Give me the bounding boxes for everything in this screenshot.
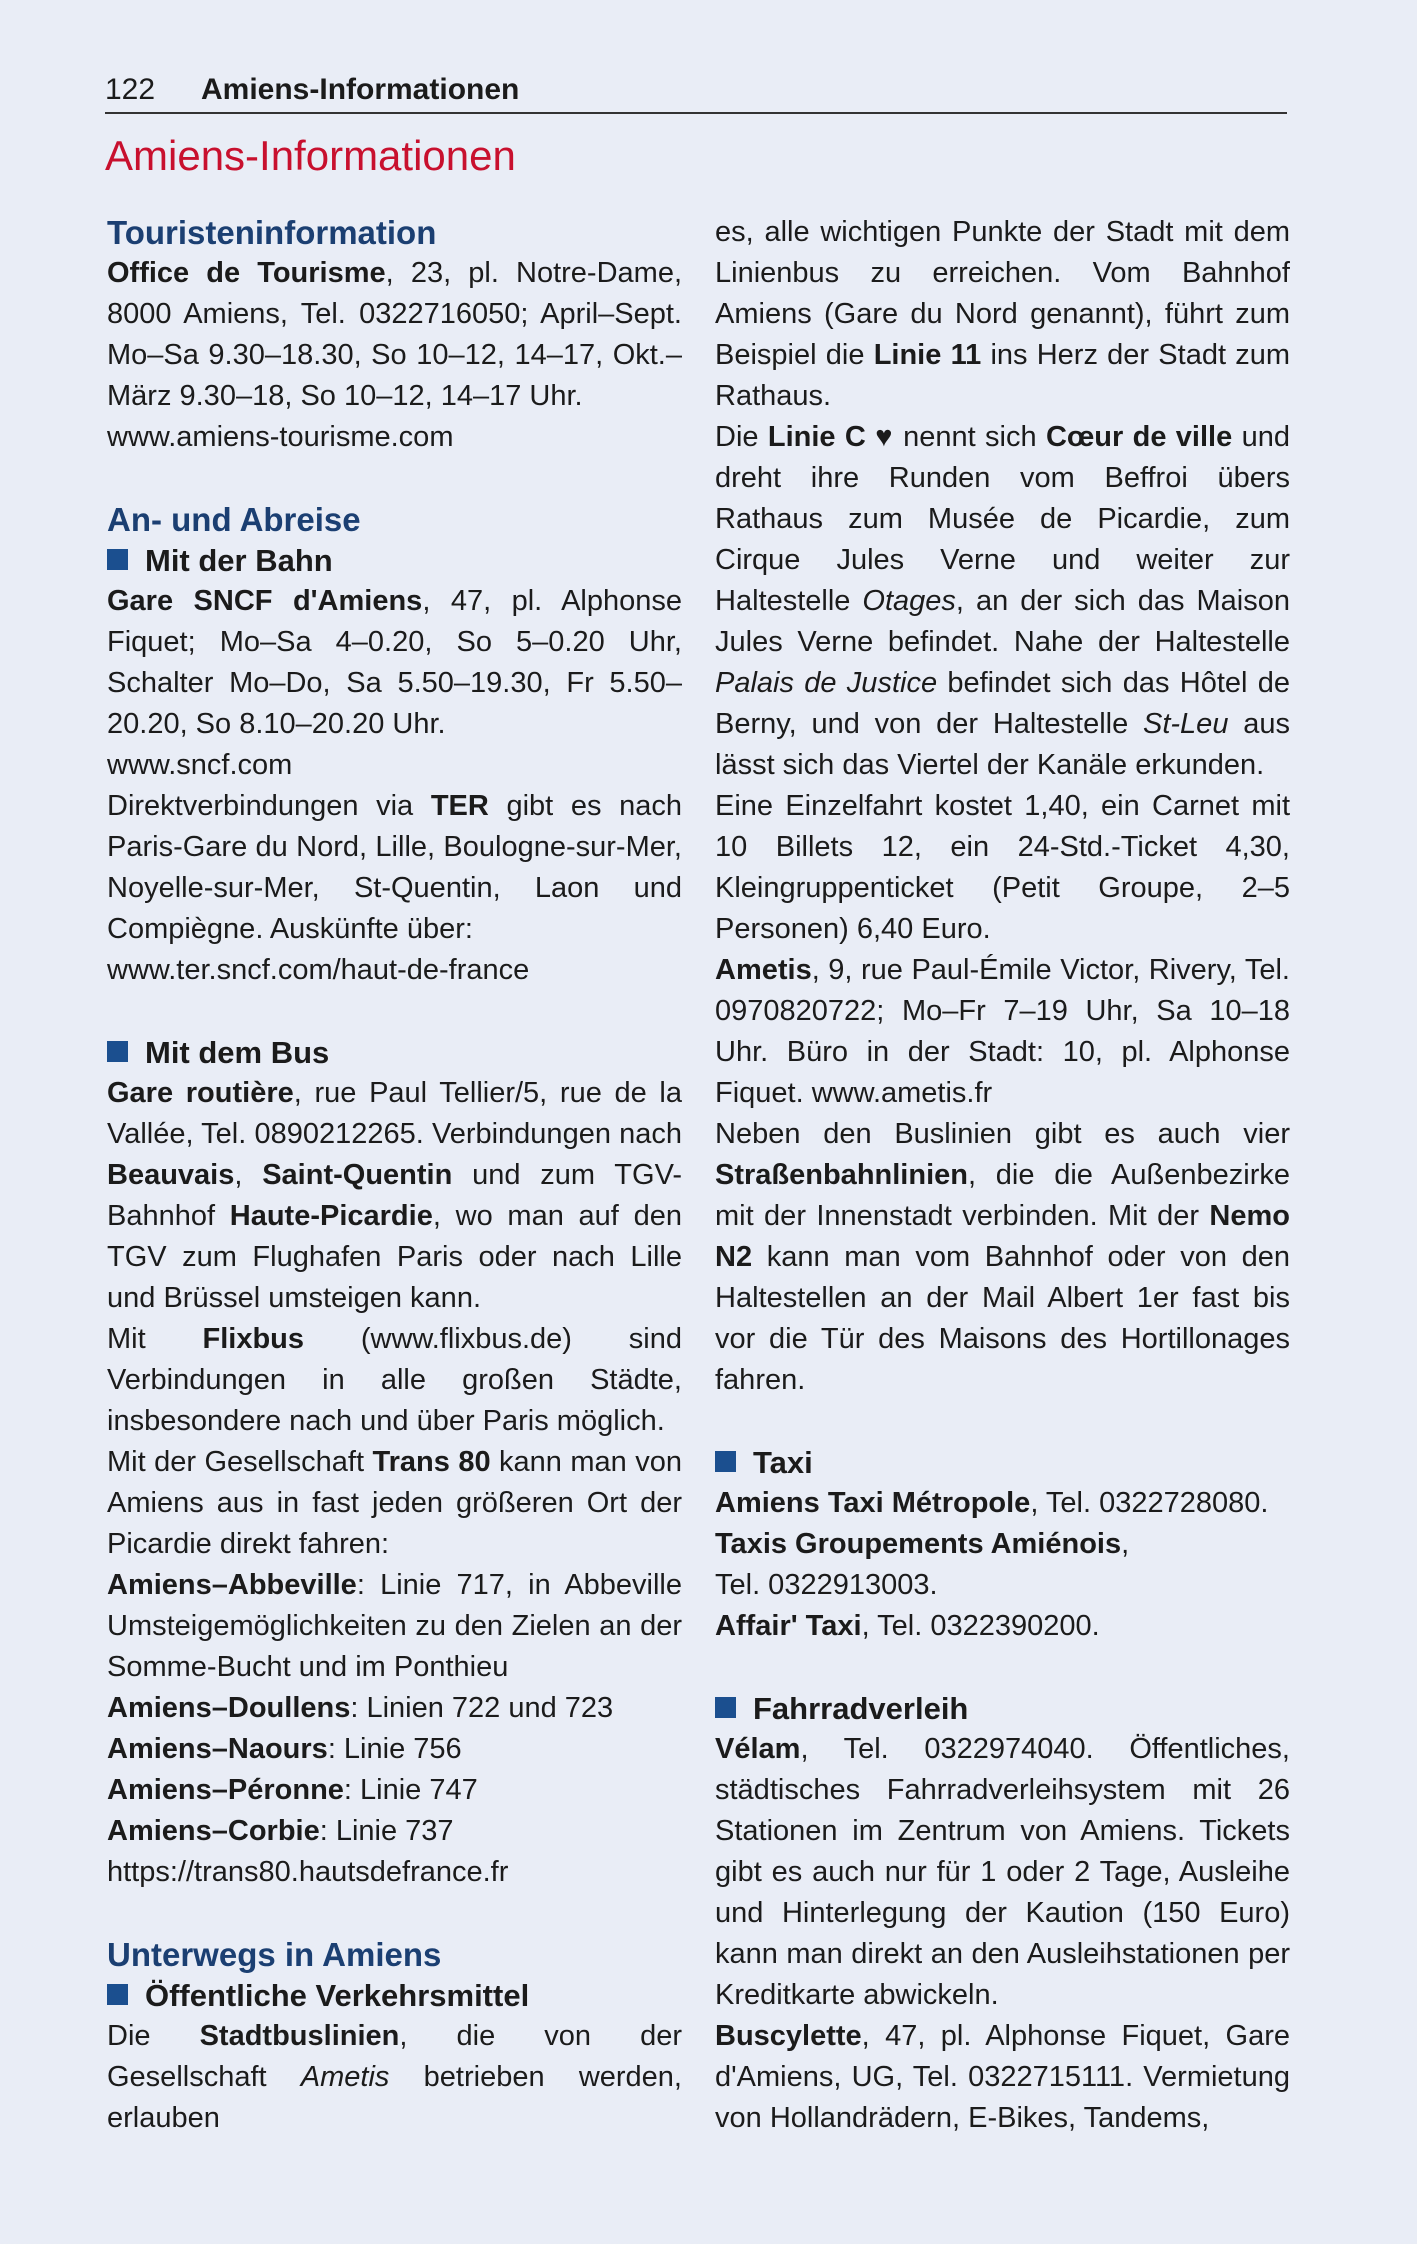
right-column — [715, 212, 1290, 2139]
running-title: Amiens-Informationen — [201, 73, 520, 106]
subheading-fahrradverleih: Fahrradverleih — [715, 1688, 1290, 1729]
square-bullet-icon — [715, 1451, 736, 1472]
gare-sncf-entry: Gare SNCF d'Amiens, 47, pl. Alphonse Fiquet; Mo–Sa 4–0.20, So 5–0.20 Uhr, Schalter Mo–Do, Sa 5.50–19.30, Fr 5.50–20.20, So 8.10–20.20 Uhr. — [107, 585, 682, 740]
route-item: Amiens–Corbie: Linie 737 — [107, 1815, 454, 1847]
ter-website: www.ter.sncf.com/haut-de-france — [107, 954, 530, 986]
square-bullet-icon — [107, 1041, 128, 1062]
heading-unterwegs: Unterwegs in Amiens — [107, 1936, 442, 1973]
subheading-oev: Öffentliche Verkehrsmittel — [107, 1975, 682, 2016]
velam-entry: Vélam, Tel. 0322974040. Öffentliches, städtisches Fahrradverleihsystem mit 26 Stationen im Zentrum von Amiens. Tickets gibt es auch nur für 1 oder 2 Tage, Ausleihe und Hinterlegung der Kaution (150 Euro) kann man direkt an den Ausleihstationen per Kreditkarte abwickeln. — [715, 1733, 1290, 2011]
taxi-entry: Affair' Taxi, Tel. 0322390200. — [715, 1610, 1100, 1642]
running-header — [105, 70, 1287, 114]
buscylette-entry: Buscylette, 47, pl. Alphonse Fiquet, Gare d'Amiens, UG, Tel. 0322715111. Vermietung von Hollandrädern, E-Bikes, Tandems, — [715, 2020, 1290, 2134]
heading-an-und-abreise: An- und Abreise — [107, 501, 361, 538]
gare-routiere-entry: Gare routière, rue Paul Tellier/5, rue de la Vallée, Tel. 0890212265. Verbindungen nach Beauvais, Saint-Quentin und zum TGV-Bahnhof Haute-Picardie, wo man auf den TGV zum Flughafen Paris oder nach Lille und Brüssel umsteigen kann. — [107, 1077, 682, 1314]
stadtbus-continuation: es, alle wichtigen Punkte der Stadt mit dem Linienbus zu erreichen. Vom Bahnhof Amiens (Gare du Nord genannt), führt zum Beispiel die Linie 11 ins Herz der Stadt zum Rathaus. — [715, 216, 1291, 412]
chapter-title: Amiens-Informationen — [105, 132, 516, 179]
office-de-tourisme-entry: Office de Tourisme, 23, pl. Notre-Dame, 8000 Amiens, Tel. 0322716050; April–Sept. Mo–Sa 9.30–18.30, So 10–12, 14–17, Okt.–März 9.30–18, So 10–12, 14–17 Uhr. — [107, 257, 682, 412]
page-number: 122 — [105, 73, 156, 106]
tourism-website: www.amiens-tourisme.com — [107, 421, 454, 453]
route-item: Amiens–Péronne: Linie 747 — [107, 1774, 478, 1806]
taxi-phone: Tel. 0322913003. — [715, 1569, 938, 1601]
taxi-entry: Amiens Taxi Métropole, Tel. 0322728080. — [715, 1487, 1269, 1519]
subheading-taxi: Taxi — [715, 1442, 1290, 1483]
tram-paragraph: Neben den Buslinien gibt es auch vier Straßenbahnlinien, die die Außenbezirke mit der Innenstadt verbinden. Mit der Nemo N2 kann man vom Bahnhof oder von den Haltestellen an der Mail Albert 1er fast bis vor die Tür des Maisons des Hortillonages fahren. — [715, 1118, 1290, 1396]
trans80-website: https://trans80.hautsdefrance.fr — [107, 1856, 509, 1888]
ticket-prices: Eine Einzelfahrt kostet 1,40, ein Carnet mit 10 Billets 12, ein 24-Std.-Ticket 4,30, Kleingruppenticket (Petit Groupe, 2–5 Personen) 6,40 Euro. — [715, 790, 1290, 945]
ametis-entry: Ametis, 9, rue Paul-Émile Victor, Rivery, Tel. 0970820722; Mo–Fr 7–19 Uhr, Sa 10–18 Uhr. Büro in der Stadt: 10, pl. Alphonse Fiquet. www.ametis.fr — [715, 954, 1290, 1109]
ter-connections: Direktverbindungen via TER gibt es nach Paris-Gare du Nord, Lille, Boulogne-sur-Mer, Noyelle-sur-Mer, St-Quentin, Laon und Compiègne. Auskünfte über: — [107, 790, 682, 945]
sncf-website: www.sncf.com — [107, 749, 293, 781]
trans80-entry: Mit der Gesellschaft Trans 80 kann man von Amiens aus in fast jeden größeren Ort der Picardie direkt fahren: — [107, 1446, 682, 1560]
left-column — [107, 212, 682, 2139]
subheading-bus: Mit dem Bus — [107, 1032, 682, 1073]
route-item: Amiens–Naours: Linie 756 — [107, 1733, 462, 1765]
square-bullet-icon — [107, 549, 128, 570]
stadtbus-paragraph: Die Stadtbuslinien, die von der Gesellschaft Ametis betrieben werden, erlauben — [107, 2020, 682, 2134]
route-item: Amiens–Doullens: Linien 722 und 723 — [107, 1692, 614, 1724]
taxi-entry: Taxis Groupements Amiénois, — [715, 1528, 1130, 1560]
linie-c-paragraph: Die Linie C ♥ nennt sich Cœur de ville und dreht ihre Runden vom Beffroi übers Rathaus zum Musée de Picardie, zum Cirque Jules Verne und weiter zur Haltestelle Otages, an der sich das Maison Jules Verne befindet. Nahe der Haltestelle Palais de Justice befindet sich das Hôtel de Berny, und von der Haltestelle St-Leu aus lässt sich das Viertel der Kanäle erkunden. — [715, 421, 1291, 781]
heading-touristeninformation: Touristeninformation — [107, 214, 437, 251]
square-bullet-icon — [715, 1697, 736, 1718]
route-item: Amiens–Abbeville: Linie 717, in Abbeville Umsteigemöglichkeiten zu den Zielen an der Somme-Bucht und im Ponthieu — [107, 1569, 682, 1683]
subheading-bahn: Mit der Bahn — [107, 540, 682, 581]
flixbus-entry: Mit Flixbus (www.flixbus.de) sind Verbindungen in alle großen Städte, insbesondere nach und über Paris möglich. — [107, 1323, 682, 1437]
square-bullet-icon — [107, 1984, 128, 2005]
